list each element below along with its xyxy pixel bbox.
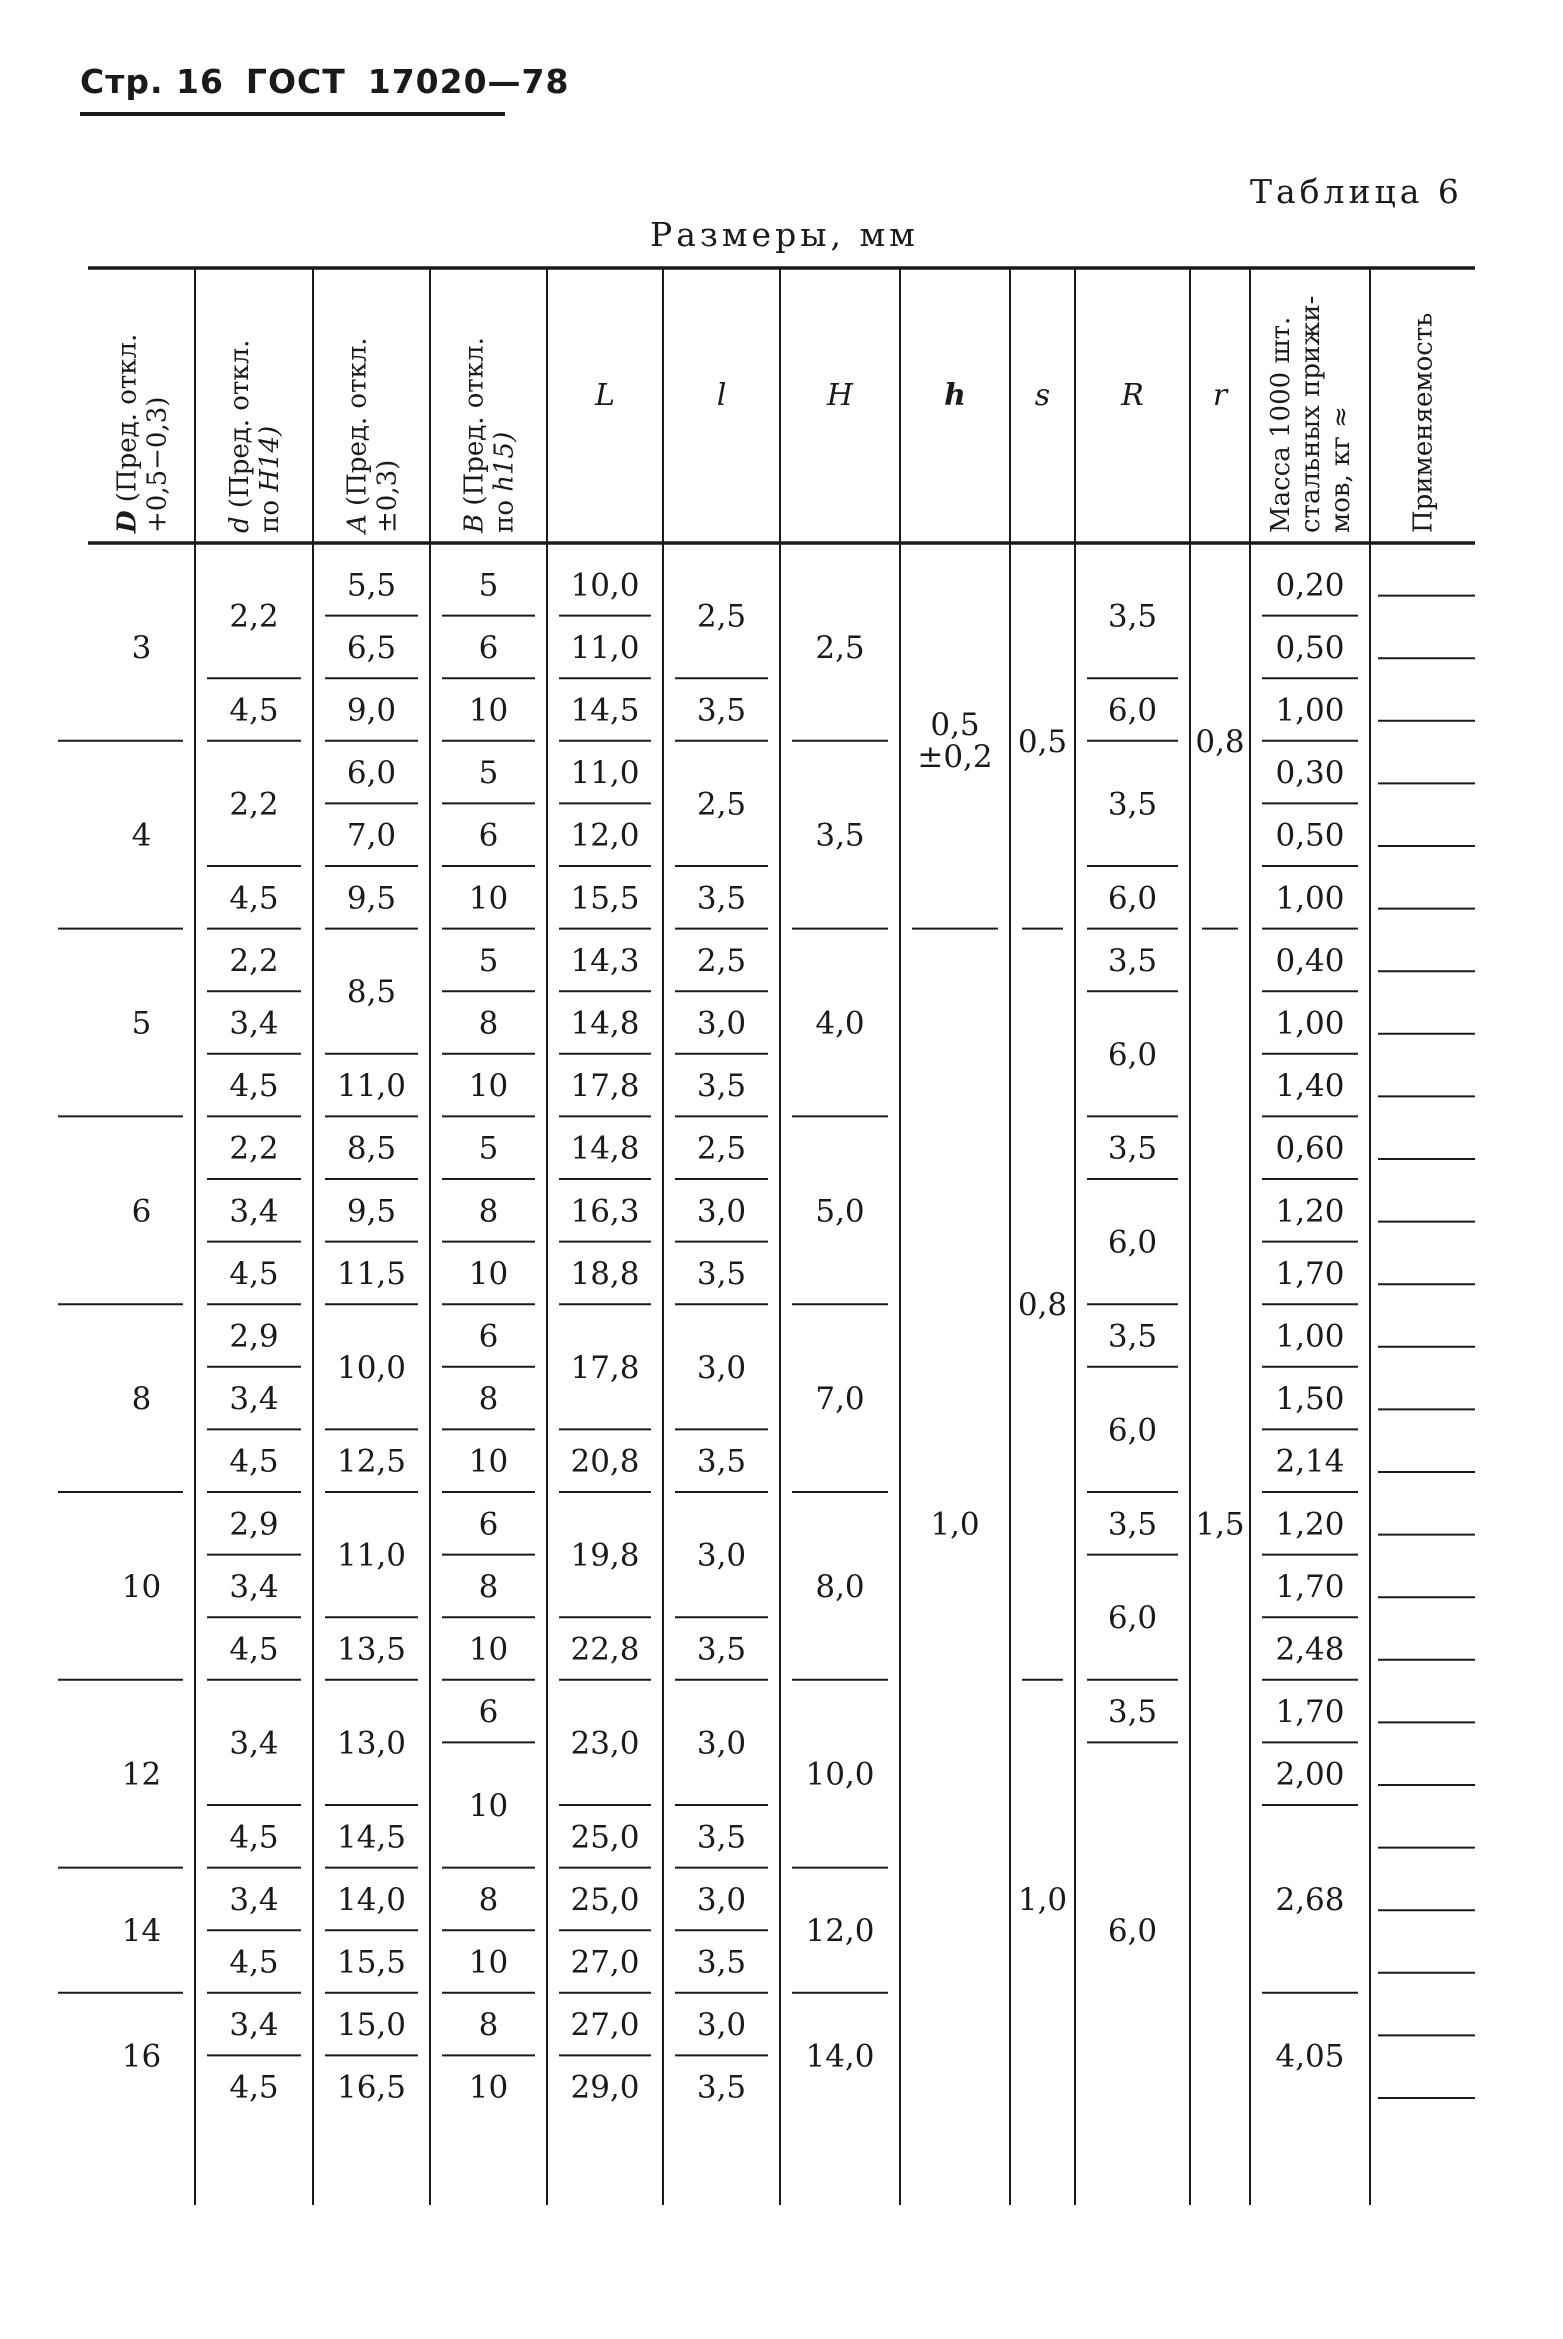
table-cell: 4 bbox=[131, 817, 152, 854]
table-cell: 8,5 bbox=[346, 974, 397, 1011]
table-cell: 3,5 bbox=[815, 817, 865, 854]
table-cell: 6 bbox=[478, 1506, 499, 1543]
table-cell: 1,70 bbox=[1275, 1568, 1345, 1605]
table-cell: 2,2 bbox=[229, 1130, 279, 1167]
table-cell: 0,50 bbox=[1275, 817, 1345, 854]
column-header-text: s bbox=[1034, 378, 1051, 413]
column-header-text: L bbox=[595, 378, 615, 413]
table-cell: 1,00 bbox=[1275, 880, 1345, 917]
column-header-text: +0,5−0,3) bbox=[142, 396, 173, 533]
table-cell: 3,0 bbox=[696, 1193, 747, 1230]
table-cell: 10 bbox=[468, 1788, 509, 1824]
table-cell: 5,5 bbox=[346, 567, 397, 604]
table-cell: 2,5 bbox=[696, 786, 747, 823]
table-cell: 14,0 bbox=[336, 1881, 407, 1918]
table-cell: 3,5 bbox=[696, 1443, 747, 1480]
table-cell: 5 bbox=[131, 1005, 152, 1042]
table-cell: 5 bbox=[478, 942, 499, 979]
table-cell: 1,5 bbox=[1195, 1506, 1245, 1543]
table-cell: 1,00 bbox=[1275, 1318, 1345, 1355]
table-cell: 6 bbox=[131, 1193, 152, 1230]
table-cell: 10 bbox=[468, 1443, 509, 1480]
table-cell: 25,0 bbox=[570, 1819, 640, 1856]
table-cell: 2,9 bbox=[229, 1318, 279, 1355]
table-cell: 1,50 bbox=[1275, 1381, 1345, 1418]
table-cell: 16 bbox=[121, 2038, 162, 2075]
table-cell: 3,4 bbox=[229, 1568, 279, 1605]
table-cell: 29,0 bbox=[570, 2069, 640, 2106]
column-header-H bbox=[826, 378, 854, 413]
column-header-r bbox=[1213, 378, 1229, 413]
table-cell: 23,0 bbox=[570, 1725, 640, 1762]
table-cell: 2,48 bbox=[1275, 1631, 1345, 1668]
table-cell: 19,8 bbox=[570, 1537, 640, 1574]
table-cell: 2,00 bbox=[1275, 1756, 1345, 1793]
table-cell: 14,0 bbox=[805, 2038, 875, 2075]
table-cell: 3,5 bbox=[696, 1819, 747, 1856]
table-cell: 13,5 bbox=[336, 1631, 407, 1668]
column-header-R bbox=[1120, 378, 1144, 413]
table-cell: 15,0 bbox=[336, 2007, 407, 2044]
table-cell: 2,9 bbox=[229, 1506, 279, 1543]
table-cell: 12,5 bbox=[336, 1443, 407, 1480]
table-cell: 9,5 bbox=[346, 880, 397, 917]
table-cell: 3,0 bbox=[696, 1005, 747, 1042]
table-cell: 11,0 bbox=[570, 629, 640, 666]
table-cell: 0,60 bbox=[1275, 1130, 1345, 1167]
table-cell: 10 bbox=[468, 1944, 509, 1981]
table-cell: 3,5 bbox=[1107, 942, 1158, 979]
table-cell: 3,0 bbox=[696, 1349, 747, 1386]
column-header-text: H bbox=[826, 378, 854, 413]
table-cell: 6,0 bbox=[1107, 1224, 1158, 1261]
table-cell: 3,5 bbox=[1107, 1130, 1158, 1167]
table-cell: 8 bbox=[478, 1568, 499, 1605]
table-cell: 15,5 bbox=[336, 1944, 407, 1981]
column-header-m bbox=[1266, 296, 1356, 533]
table-cell: 3,5 bbox=[1107, 1318, 1158, 1355]
table-cell: 7,0 bbox=[346, 817, 397, 854]
units-caption: Размеры, мм bbox=[650, 215, 919, 254]
table-cell: 2,14 bbox=[1275, 1443, 1345, 1480]
column-header-text: R bbox=[1121, 378, 1144, 413]
column-header-d bbox=[225, 340, 285, 533]
table-cell: 17,8 bbox=[570, 1068, 640, 1105]
column-header-text: B (Пред. откл. bbox=[459, 337, 490, 533]
table-cell: 15,5 bbox=[570, 880, 640, 917]
table-cell: 22,8 bbox=[570, 1631, 640, 1668]
table-cell: 5 bbox=[478, 1130, 499, 1167]
column-header-text: по H14) bbox=[255, 425, 285, 533]
table-cell: 8 bbox=[131, 1381, 152, 1418]
table-cell: 3,5 bbox=[696, 1255, 747, 1292]
table-cell: 2,5 bbox=[815, 629, 865, 666]
table-cell: 10 bbox=[468, 1068, 509, 1105]
table-cell: 2,2 bbox=[229, 942, 279, 979]
column-header-L bbox=[594, 378, 615, 413]
table-cell: 9,5 bbox=[346, 1193, 397, 1230]
table-cell: 14,5 bbox=[336, 1819, 407, 1856]
table-cell: 3,4 bbox=[229, 1381, 279, 1418]
column-header-A bbox=[343, 338, 403, 536]
table-cell: 8 bbox=[478, 1005, 499, 1042]
table-cell: 8 bbox=[478, 2007, 499, 2044]
table-cell: 3,5 bbox=[1107, 598, 1158, 635]
table-cell: 10 bbox=[468, 692, 509, 729]
table-cell: 12,0 bbox=[805, 1913, 875, 1950]
table-cell: 3,4 bbox=[229, 2007, 279, 2044]
column-header-text: d (Пред. откл. bbox=[225, 339, 255, 533]
table-cell: 8 bbox=[478, 1193, 499, 1230]
table-number: Таблица 6 bbox=[1250, 172, 1463, 211]
column-header-h bbox=[944, 378, 966, 413]
table-cell: 10,0 bbox=[336, 1349, 407, 1386]
table-cell: 4,5 bbox=[229, 1068, 279, 1105]
page-number: Стр. 16 bbox=[80, 62, 224, 101]
table-cell: 4,05 bbox=[1275, 2038, 1345, 2075]
table-cell: 14,8 bbox=[570, 1005, 640, 1042]
table-cell: 11,0 bbox=[570, 755, 640, 792]
table-cell: 6,0 bbox=[1107, 1913, 1158, 1950]
table-cell: 14,5 bbox=[570, 692, 640, 729]
table-cell: 3,0 bbox=[696, 1881, 747, 1918]
table-cell: 1,00 bbox=[1275, 1005, 1345, 1042]
column-header-B bbox=[460, 337, 520, 534]
table-cell: 8,5 bbox=[346, 1130, 397, 1167]
standard-number: 17020—78 bbox=[367, 62, 570, 101]
table-cell: 12 bbox=[121, 1756, 162, 1793]
table-cell: 4,5 bbox=[229, 1631, 279, 1668]
table-cell: 1,20 bbox=[1275, 1506, 1345, 1543]
table-cell: 6,0 bbox=[1107, 692, 1158, 729]
table-cell: 20,8 bbox=[570, 1443, 640, 1480]
table-cell: 14 bbox=[121, 1913, 162, 1950]
column-header-text: A (Пред. откл. bbox=[342, 337, 373, 533]
table-cell: 1,0 bbox=[930, 1506, 980, 1543]
table-cell: 10 bbox=[121, 1568, 162, 1605]
table-cell: 3,0 bbox=[696, 2007, 747, 2044]
table-cell: 0,8 bbox=[1017, 1287, 1068, 1324]
table-cell: 3,5 bbox=[696, 880, 747, 917]
table-cell: 3 bbox=[131, 629, 152, 666]
table-cell: 3,0 bbox=[696, 1725, 747, 1762]
column-header-text: Масса 1000 шт. bbox=[1266, 316, 1296, 533]
table-cell: 0,50 bbox=[1275, 629, 1345, 666]
table-cell: 11,0 bbox=[336, 1068, 407, 1105]
column-header-u bbox=[1409, 313, 1439, 533]
column-header-text: ±0,3) bbox=[372, 459, 403, 533]
column-header-text: l bbox=[716, 378, 727, 413]
table-cell: 2,5 bbox=[696, 1130, 747, 1167]
table-cell: 3,4 bbox=[229, 1881, 279, 1918]
table-cell: 6,0 bbox=[1107, 1036, 1158, 1073]
column-header-text: стальных прижи- bbox=[1296, 295, 1326, 533]
table-cell: 6,0 bbox=[346, 755, 397, 792]
table-cell: 2,5 bbox=[696, 598, 747, 635]
table-cell: 3,5 bbox=[696, 1068, 747, 1105]
table-cell: 14,3 bbox=[570, 942, 640, 979]
table-cell: 3,5 bbox=[1107, 1506, 1158, 1543]
table-cell: 18,8 bbox=[570, 1255, 640, 1292]
table-cell: 8 bbox=[478, 1381, 499, 1418]
table-cell: 1,70 bbox=[1275, 1255, 1345, 1292]
table-cell: 3,4 bbox=[229, 1725, 279, 1762]
table-cell: 8,0 bbox=[815, 1568, 865, 1605]
table-cell: 3,5 bbox=[1107, 786, 1158, 823]
table-cell: 6 bbox=[478, 1318, 499, 1355]
table-cell: 7,0 bbox=[815, 1381, 865, 1418]
table-cell: 10 bbox=[468, 1631, 509, 1668]
table-cell: 10,0 bbox=[805, 1756, 875, 1793]
table-cell: 14,8 bbox=[570, 1130, 640, 1167]
table-cell: 4,0 bbox=[815, 1005, 865, 1042]
table-cell: 0,8 bbox=[1195, 723, 1245, 760]
table-cell: 4,5 bbox=[229, 880, 279, 917]
table-cell: 2,2 bbox=[229, 598, 279, 635]
table-cell: 4,5 bbox=[229, 1819, 279, 1856]
column-header-text: мов, кг ≈ bbox=[1326, 406, 1356, 533]
column-header-text: D (Пред. откл. bbox=[112, 333, 143, 533]
table-cell: 3,5 bbox=[1107, 1694, 1158, 1731]
standard-prefix: ГОСТ bbox=[245, 62, 346, 101]
table-cell: 3,0 bbox=[696, 1537, 747, 1574]
table-cell: 11,0 bbox=[336, 1537, 407, 1574]
table-cell: 3,5 bbox=[696, 1944, 747, 1981]
table-cell: 3,4 bbox=[229, 1193, 279, 1230]
table-cell: 13,0 bbox=[336, 1725, 407, 1762]
table-cell: 5,0 bbox=[815, 1193, 865, 1230]
table-cell: 3,5 bbox=[696, 1631, 747, 1668]
table-cell: ±0,2 bbox=[917, 738, 993, 775]
column-header-D bbox=[113, 334, 173, 534]
table-cell: 0,5 bbox=[930, 706, 980, 743]
table-cell: 0,5 bbox=[1017, 723, 1068, 760]
table-cell: 12,0 bbox=[570, 817, 640, 854]
table-cell: 6 bbox=[478, 629, 499, 666]
table-cell: 1,70 bbox=[1275, 1694, 1345, 1731]
table-cell: 0,30 bbox=[1275, 755, 1345, 792]
table-cell: 5 bbox=[478, 567, 499, 604]
table-cell: 11,5 bbox=[336, 1255, 407, 1292]
table-cell: 4,5 bbox=[229, 1255, 279, 1292]
table-cell: 3,5 bbox=[696, 692, 747, 729]
table-cell: 3,5 bbox=[696, 2069, 747, 2106]
table-cell: 8 bbox=[478, 1881, 499, 1918]
column-header-s bbox=[1035, 378, 1050, 413]
table-cell: 4,5 bbox=[229, 1944, 279, 1981]
column-header-text: h bbox=[944, 378, 966, 413]
table-cell: 25,0 bbox=[570, 1881, 640, 1918]
table-cell: 2,2 bbox=[229, 786, 279, 823]
table-cell: 4,5 bbox=[229, 692, 279, 729]
table-cell: 0,40 bbox=[1275, 942, 1345, 979]
column-header-text: r bbox=[1212, 378, 1228, 413]
table-cell: 6,5 bbox=[346, 629, 397, 666]
table-cell: 4,5 bbox=[229, 2069, 279, 2106]
table-cell: 27,0 bbox=[570, 2007, 640, 2044]
table-cell: 1,00 bbox=[1275, 692, 1345, 729]
table-cell: 10 bbox=[468, 1255, 509, 1292]
table-cell: 3,4 bbox=[229, 1005, 279, 1042]
table-cell: 9,0 bbox=[346, 692, 397, 729]
table-cell: 5 bbox=[478, 755, 499, 792]
table-cell: 10 bbox=[468, 2069, 509, 2106]
table-cell: 27,0 bbox=[570, 1944, 640, 1981]
table-cell: 1,40 bbox=[1275, 1068, 1345, 1105]
table-cell: 6,0 bbox=[1107, 1412, 1158, 1449]
table-cell: 1,0 bbox=[1017, 1881, 1068, 1918]
table-cell: 10,0 bbox=[570, 567, 640, 604]
table-cell: 2,68 bbox=[1275, 1881, 1345, 1918]
table-cell: 6 bbox=[478, 817, 499, 854]
table-cell: 4,5 bbox=[229, 1443, 279, 1480]
table-cell: 17,8 bbox=[570, 1349, 640, 1386]
column-header-text: Применяемость bbox=[1408, 312, 1439, 533]
table-cell: 6,0 bbox=[1107, 1600, 1158, 1637]
table-cell: 2,5 bbox=[696, 942, 747, 979]
table-cell: 0,20 bbox=[1275, 567, 1345, 604]
column-header-text: по h15) bbox=[489, 431, 520, 533]
table-cell: 1,20 bbox=[1275, 1193, 1345, 1230]
table-cell: 10 bbox=[468, 880, 509, 917]
table-cell: 16,5 bbox=[336, 2069, 407, 2106]
table-cell: 6,0 bbox=[1107, 880, 1158, 917]
table-cell: 16,3 bbox=[570, 1193, 640, 1230]
table-cell: 6 bbox=[478, 1694, 499, 1731]
column-header-l bbox=[717, 378, 727, 413]
